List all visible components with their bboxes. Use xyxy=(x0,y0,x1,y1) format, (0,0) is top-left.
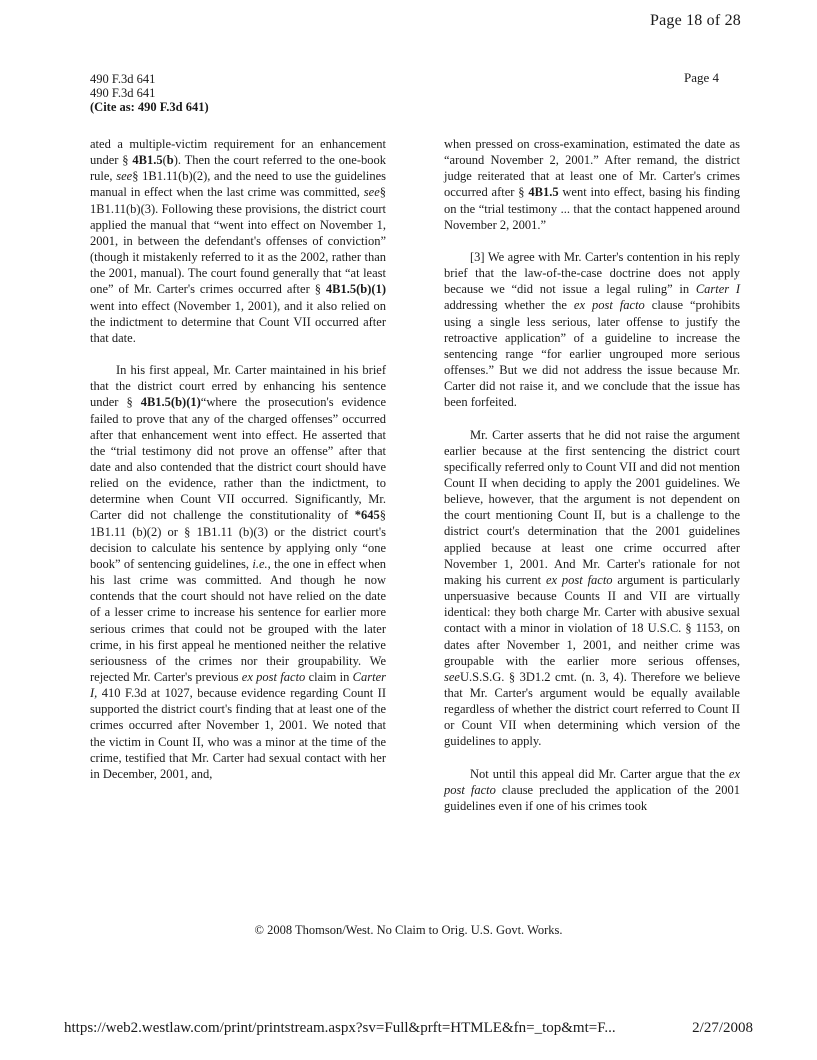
opinion-body xyxy=(90,136,740,814)
left-column xyxy=(90,136,386,814)
paragraph: when pressed on cross-examination, estimated the date as “around November 2, 2001.” After remand, the district judge reiterated that at least one of Mr. Carter's crimes occurred after § 4B1.5 went into effect, basing his finding on the “trial testimony ... that the contact happened around November 2, 2001.” xyxy=(444,137,740,232)
cite-as-line: (Cite as: 490 F.3d 641) xyxy=(90,100,209,114)
citation-block xyxy=(90,72,209,114)
paragraph: ated a multiple-victim requirement for an enhancement under § 4B1.5(b). Then the court referred to the one-book rule, see§ 1B1.11(b)(2), and the need to use the guidelines manual in effect when the last crime was committed, see§ 1B1.11(b)(3). Following these provisions, the district court applied the manual that “went into effect on November 1, 2001, in between the defendant's offenses of conviction” (though it mistakenly referred to it as the 2002, rather than the 2001, manual). The court found generally that “at least one” of Mr. Carter's crimes occurred after § 4B1.5(b)(1) went into effect (November 1, 2001), and it also relied on the indictment to determine that Count VII occurred after that date. xyxy=(90,137,386,345)
page-counter: Page 18 of 28 xyxy=(649,12,741,29)
paragraph: [3] We agree with Mr. Carter's contention in his reply brief that the law-of-the-case doctrine does not apply because we “did not issue a legal ruling” in Carter I addressing whether the ex post facto clause “prohibits using a single less serious, later offense to justify the retroactive application” of a guideline to increase the sentencing range “for earlier ungrouped more serious offenses.” But we did not address the issue because Mr. Carter did not raise it, and we conclude that the issue has been forfeited. xyxy=(444,249,741,410)
source-url: https://web2.westlaw.com/print/printstream.aspx?sv=Full&prft=HTMLE&fn=_top&mt=F... xyxy=(64,1020,616,1036)
print-footer xyxy=(64,1020,753,1037)
right-column xyxy=(444,136,740,814)
paragraph: Mr. Carter asserts that he did not raise the argument earlier because at the first sentencing the district court specifically referred only to Count VII and did not mention Count II when deciding to apply the 2001 guidelines. We believe, however, that the argument is not dependent on the court mentioning Count II, but is a challenge to the district court's determination that the 2001 guidelines applied because at least one crime occurred after November 1, 2001. And Mr. Carter's rationale for not making his current ex post facto argument is particularly unpersuasive because Counts II and VII are virtually identical: they both charge Mr. Carter with abusive sexual contact with a minor in violation of 18 U.S.C. § 1153, on dates after November 1, 2001, and neither crime was groupable with the earlier more serious offenses, seeU.S.S.G. § 3D1.2 cmt. (n. 3, 4). Therefore we believe that Mr. Carter's argument would be equally available regardless of whether the district court referred to Count II or Count VII when determining which version of the guidelines to apply. xyxy=(444,427,740,749)
citation-line: 490 F.3d 641 xyxy=(90,86,156,100)
copyright-notice: © 2008 Thomson/West. No Claim to Orig. U.S. Govt. Works. xyxy=(254,923,563,937)
paragraph: Not until this appeal did Mr. Carter argue that the ex post facto clause precluded the application of the 2001 guidelines even if one of his crimes took xyxy=(444,766,740,813)
citation-line: 490 F.3d 641 xyxy=(90,72,156,86)
print-date: 2/27/2008 xyxy=(692,1020,753,1036)
page-number: Page 4 xyxy=(683,70,719,85)
paragraph: In his first appeal, Mr. Carter maintained in his brief that the district court erred by enhancing his sentence under § 4B1.5(b)(1)“where the prosecution's evidence failed to prove that any of the charged offenses” occurred after that enhancement went into effect. He asserted that the “trial testimony did not prove an offense” after that date and also contended that the district court should have relied on the evidence, rather than the indictment, to determine when Count VII occurred. Significantly, Mr. Carter did not challenge the constitutionality of *645§ 1B1.11 (b)(2) or § 1B1.11 (b)(3) or the district court's decision to calculate his sentence by applying only “one book” of sentencing guidelines, i.e., the one in effect when his last crime was committed. And though he now contends that the court should not have relied on the date of a lesser crime to increase his sentence for earlier more serious crimes that could not be grouped with the later crime, in his first appeal he mentioned neither the relative seriousness of the crimes nor their groupability. We rejected Mr. Carter's previous ex post facto claim in Carter I, 410 F.3d at 1027, because evidence regarding Count II supported the district court's finding that at least one of the crimes occurred after November 1, 2001. We noted that the victim in Count II, who was a minor at the time of the crime, testified that Mr. Carter had sexual contact with her in December, 2001, and, xyxy=(90,363,386,781)
